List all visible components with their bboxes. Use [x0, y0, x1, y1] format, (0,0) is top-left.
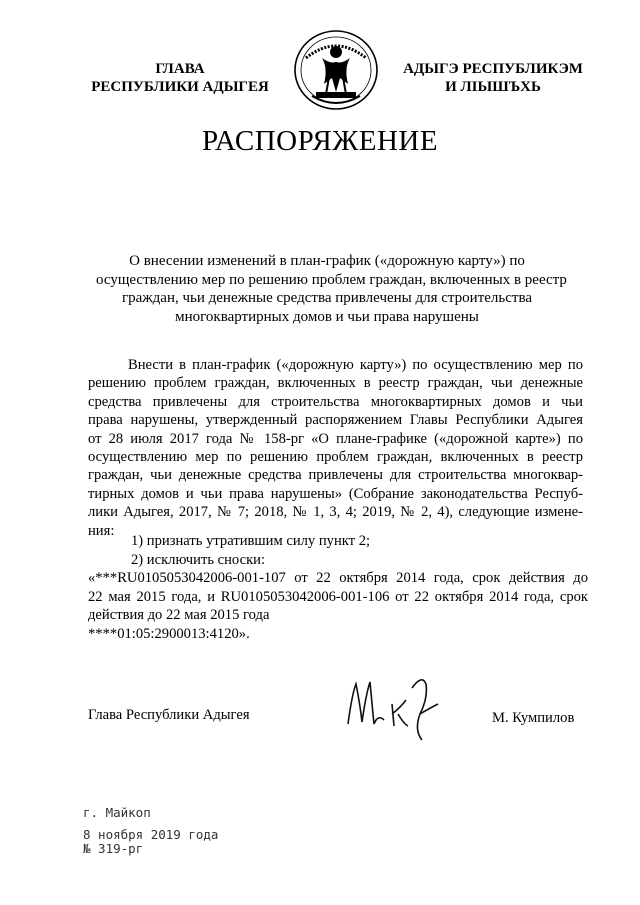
item-2: 2) исключить сноски: — [131, 551, 266, 568]
quote-line: 22 мая 2015 года, и RU0105053042006-001-106 от 22 октября 2014 года, срок — [88, 588, 588, 605]
issuer-adyghe-line2: И ЛІЫШЪХЬ — [445, 79, 541, 95]
quote-line: ****01:05:2900013:4120». — [88, 625, 250, 642]
body-line: лики Адыгея, 2017, № 7; 2018, № 1, 3, 4; 2019, № 2, 4), следующие измене- — [88, 504, 583, 521]
footer-city: г. Майкоп — [83, 805, 151, 820]
body-line: ния: — [88, 522, 115, 539]
amendment-items — [88, 532, 588, 643]
coat-of-arms-emblem — [292, 28, 380, 112]
body-line: права нарушены, утвержденный распоряжением Главы Республики Адыгея — [88, 412, 583, 429]
quote-line: «***RU0105053042006-001-107 от 22 октября 2014 года, срок действия до — [88, 570, 588, 586]
issuer-russian-line2: РЕСПУБЛИКИ АДЫГЕЯ — [91, 79, 269, 95]
issuer-russian-line1: ГЛАВА — [155, 61, 205, 77]
footer-number: № 319-рг — [83, 841, 144, 856]
subject-line: многоквартирных домов и чьи права нарушены — [175, 308, 479, 325]
body-line: граждан, чьи денежные средства привлечены для строительства многоквар- — [88, 467, 583, 484]
body-line: от 28 июля 2017 года № 158-рг «О плане-графике («дорожной карте») по — [88, 430, 583, 447]
issuer-russian — [90, 60, 270, 96]
document-subject — [96, 252, 567, 326]
body-line: средства привлечены для строительства многоквартирных домов и чьи — [88, 393, 583, 410]
body-line: решению проблем граждан, включенных в реестр граждан, чьи денежные — [88, 375, 583, 392]
subject-line: граждан, чьи денежные средства привлечены для строительства — [121, 290, 532, 306]
document-body — [88, 356, 583, 540]
subject-line: осуществлению мер по решению проблем граждан, включенных в реестр — [96, 271, 567, 288]
body-line: Внести в план-график («дорожную карту») по осуществлению мер по — [128, 357, 583, 373]
body-line: тирных домов и чьи права нарушены» (Собрание законодательства Респуб- — [88, 485, 583, 502]
item-1: 1) признать утратившим силу пункт 2; — [131, 533, 371, 549]
issuer-adyghe-line1: АДЫГЭ РЕСПУБЛИКЭМ — [403, 61, 583, 77]
handwritten-signature — [340, 664, 450, 744]
quote-line: действия до 22 мая 2015 года — [88, 607, 270, 623]
signatory-position: Глава Республики Адыгея — [88, 707, 250, 723]
issuer-adyghe — [398, 60, 588, 96]
subject-line: О внесении изменений в план-график («дорожную карту») по — [129, 253, 525, 269]
footer-date: 8 ноября 2019 года — [83, 827, 219, 842]
signatory-name: М. Кумпилов — [492, 710, 575, 726]
document-title: РАСПОРЯЖЕНИЕ — [201, 125, 439, 157]
body-line: осуществлению мер по решению проблем граждан, включенных в реестр — [88, 449, 583, 466]
